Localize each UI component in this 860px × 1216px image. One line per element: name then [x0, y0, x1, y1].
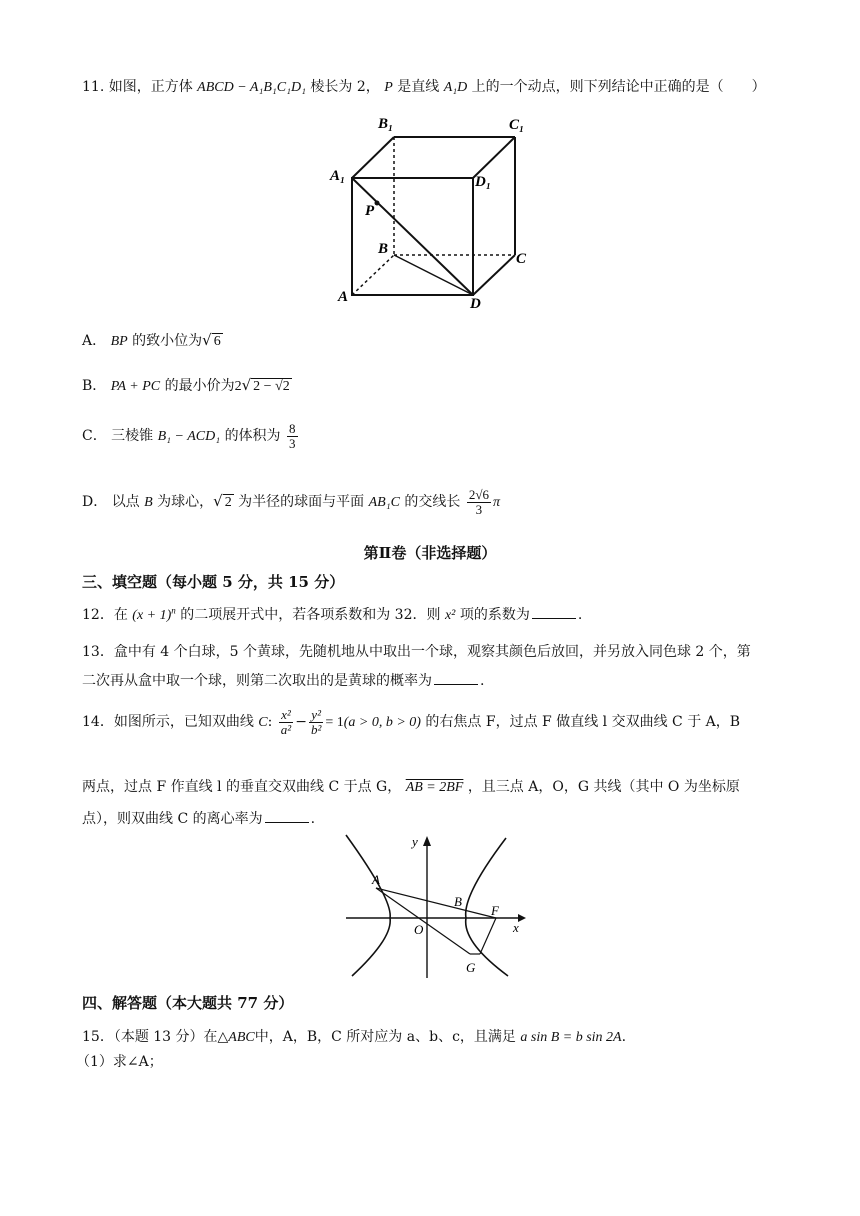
label-y: y: [412, 834, 418, 849]
label-b1: B₁: [378, 116, 394, 132]
q12-text2: 项的系数为: [459, 607, 530, 623]
q15-line1: [82, 1026, 626, 1046]
q14-frac-y: $\frac{\text{y²}}{\text{b²}}$: [310, 707, 322, 737]
q11-option-b: B． PA + PC 的最小价为2√ 2 − √2: [82, 376, 290, 394]
option-expr: B₁ − ACD₁: [157, 429, 221, 445]
label-c1: C₁: [509, 117, 525, 133]
q15-condition: a sin B = b sin 2A: [520, 1030, 622, 1045]
q14-text2a: 两点，过点 F 作直线 l 的垂直交双曲线 C 于点 G，: [82, 779, 402, 795]
q13-line1: 13．盒中有 4 个白球，5 个黄球，先随机地从中取出一个球，观察其颜色后放回，并另放入同色球 2 个，第: [82, 644, 751, 660]
option-point: B: [144, 495, 153, 511]
q15-end: .: [621, 1029, 627, 1045]
q12-text: 的二项展开式中，若各项系数和为 32．则: [180, 607, 441, 623]
option-expr: PA + PC: [110, 379, 161, 394]
q15-text-a: 15．（本题 13 分）在△: [82, 1029, 229, 1045]
q11-point-p: P: [384, 80, 393, 95]
label-G: G: [466, 960, 476, 975]
option-radius: 2: [224, 495, 232, 511]
option-text: 为球心，: [157, 494, 214, 511]
q13-line2: [82, 670, 484, 690]
q12: [82, 604, 582, 624]
option-expr: BP: [110, 334, 128, 349]
q11-option-c: [82, 422, 300, 450]
q12-number: 12．在: [82, 607, 128, 623]
cube-figure: [328, 112, 538, 312]
section4-title: 四、解答题（本大题共 77 分）: [82, 994, 294, 1012]
label-p: P: [365, 203, 375, 219]
q12-answer-blank[interactable]: [532, 606, 576, 619]
option-pi: π: [492, 495, 500, 511]
label-a: A: [338, 289, 349, 305]
option-fraction: $\frac{2√6}{3}$: [468, 487, 489, 517]
q13-answer-blank[interactable]: [434, 672, 478, 685]
option-text: 的交线长: [404, 494, 461, 511]
label-x: x: [513, 920, 519, 935]
q11-option-d: D． 以点 B 为球心，√ 2 为半径的球面与平面 AB₁C 的交线长 $\frac{2√6}{3}$ π: [82, 487, 500, 517]
option-text: 以点: [111, 494, 140, 511]
q14-frac-x: $\frac{\text{x²}}{\text{a²}}$: [280, 707, 292, 737]
q11-line: A₁D: [443, 80, 468, 95]
q11-option-a: A． BP 的致小位为√ 6: [82, 331, 221, 349]
option-text: 的致小位为: [132, 333, 203, 349]
option-letter: C．: [82, 428, 107, 445]
q13-text: 二次再从盒中取一个球，则第二次取出的是黄球的概率为: [82, 673, 432, 689]
label-b: B: [378, 241, 389, 257]
q14-text1: 的右焦点 F，过点 F 做直线 l 交双曲线 C 于 A，B: [425, 714, 741, 731]
part2-title: 第Ⅱ卷（非选择题）: [363, 544, 497, 562]
option-value: 6: [213, 334, 221, 349]
q11-cube-name: ABCD − A₁B₁C₁D₁: [197, 80, 306, 95]
label-c: C: [516, 251, 527, 267]
q11-stem-text: 是直线: [397, 79, 440, 95]
option-fraction: $\frac{8}{3}$: [289, 421, 296, 451]
q11-stem-text: 如图，正方体: [108, 79, 193, 95]
q14-vector: AB = 2BF: [405, 780, 464, 795]
label-d: D: [470, 296, 481, 312]
label-O: O: [414, 922, 424, 937]
q11-number: 11.: [82, 79, 105, 95]
q11-stem-text: 棱长为 2，: [310, 79, 380, 95]
label-a1: A₁: [330, 168, 346, 184]
q12-x2: x²: [444, 608, 456, 623]
q15-abc: ABC: [228, 1030, 255, 1045]
option-letter: D．: [82, 494, 108, 511]
q14-line3: [82, 808, 315, 828]
q14-end: .: [310, 811, 316, 827]
q14-text2b: ，且三点 A，O，G 共线（其中 O 为坐标原: [467, 779, 740, 795]
q12-exp: n: [171, 605, 176, 616]
option-text: 三棱锥: [111, 428, 154, 445]
q14-text3: 点），则双曲线 C 的离心率为: [82, 811, 263, 827]
option-letter: A．: [82, 333, 107, 349]
q12-expr: (x + 1): [132, 608, 172, 623]
q11-stem: [82, 76, 766, 96]
option-value-coef: 2: [234, 379, 242, 394]
label-A: A: [372, 872, 380, 887]
q15-sub1: （1）求∠A；: [76, 1054, 163, 1070]
option-value-radicand: 2 − √2: [253, 379, 290, 394]
q14-cond: (a > 0, b > 0): [343, 715, 421, 731]
q14-c: C: [258, 715, 268, 731]
point-p-dot: [375, 201, 380, 206]
q14-answer-blank[interactable]: [265, 810, 309, 823]
option-plane: AB₁C: [368, 495, 400, 511]
q14-number: 14．如图所示，已知双曲线: [82, 714, 254, 731]
q14-line1: 14．如图所示，已知双曲线 C: $\frac{\text{x²}}{\text{a²}}$ − $\frac{\text{y²}}{\text{b²}}$ = 1(a > 0, b > 0) 的右焦点 F，过点 F 做直线 l 交双曲线 C 于 A，B: [82, 707, 741, 737]
label-F: F: [491, 903, 499, 918]
q14-eq: = 1: [325, 715, 344, 731]
q12-end: .: [577, 607, 583, 623]
q14-minus: −: [295, 714, 307, 731]
q13-end: .: [480, 673, 485, 689]
q14-line2: [82, 776, 740, 796]
option-text: 的体积为: [224, 428, 281, 445]
q15-text-b: 中，A，B，C 所对应为 a、b、c，且满足: [254, 1029, 516, 1045]
hyperbola-figure: [338, 830, 538, 980]
label-d1: D₁: [475, 174, 492, 190]
q11-stem-text: 上的一个动点，则下列结论中正确的是（ ）: [471, 79, 766, 95]
label-B: B: [454, 894, 462, 909]
option-text: 的最小价为: [164, 378, 235, 394]
option-text: 为半径的球面与平面: [238, 494, 365, 511]
option-letter: B．: [82, 378, 107, 394]
section3-title: 三、填空题（每小题 5 分，共 15 分）: [82, 573, 345, 591]
